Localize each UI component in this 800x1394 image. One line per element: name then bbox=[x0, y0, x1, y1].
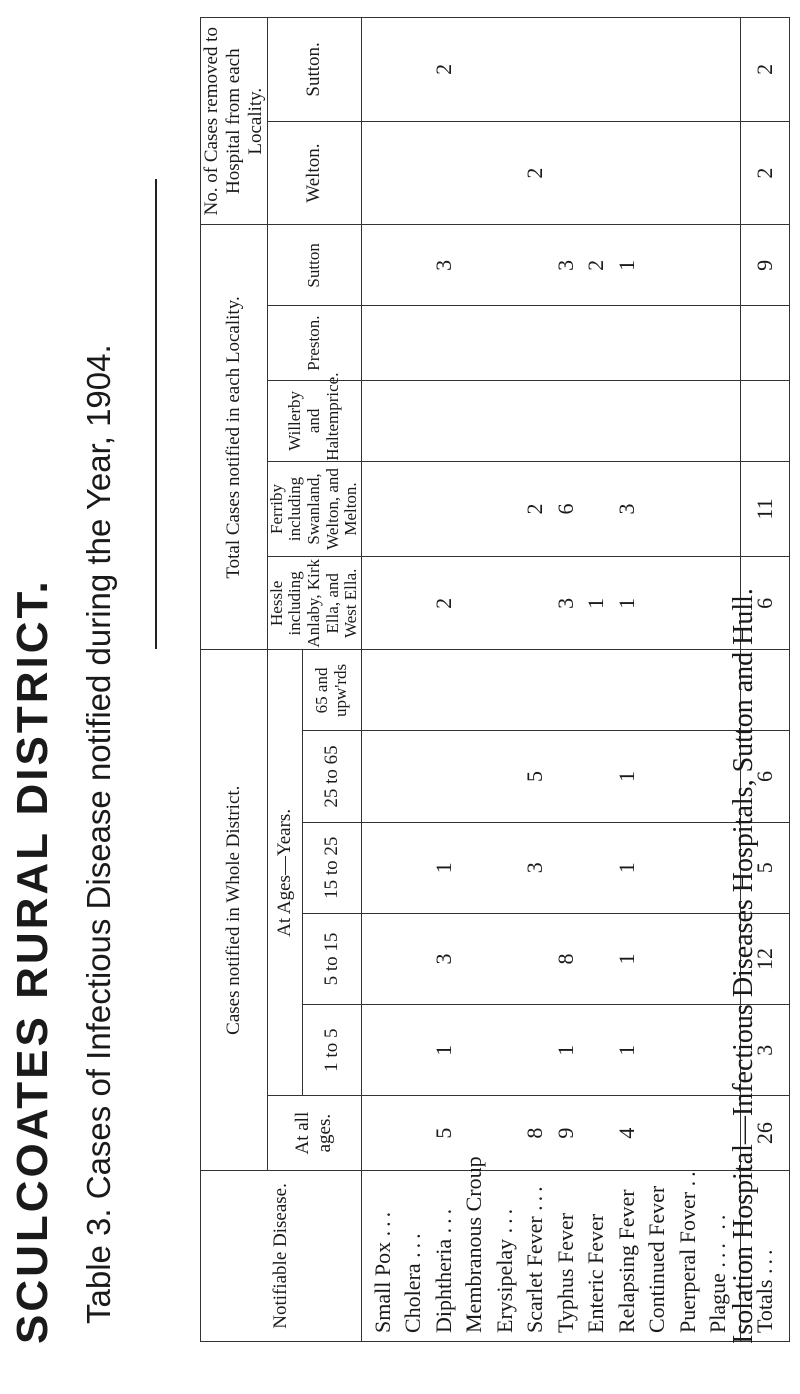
totals-label: Totals bbox=[751, 1279, 777, 1333]
cell-value bbox=[368, 650, 399, 730]
cell-value bbox=[673, 225, 704, 305]
cell-value bbox=[490, 731, 521, 821]
cell-value bbox=[612, 18, 643, 121]
cell-value bbox=[520, 1005, 551, 1095]
disease-row-label bbox=[398, 1179, 429, 1333]
cell-value bbox=[642, 225, 673, 305]
table-caption: Table 3. Cases of Infectious Disease notified during the Year, 1904. bbox=[80, 344, 117, 1324]
disease-name: Small Pox bbox=[369, 1241, 395, 1333]
cell-value bbox=[551, 731, 582, 821]
disease-dots: ... bbox=[430, 1204, 456, 1234]
disease-name: Plague bbox=[705, 1273, 731, 1333]
cell-value bbox=[673, 122, 704, 225]
col-all-ages bbox=[361, 1096, 740, 1171]
cell-value: 3 bbox=[613, 503, 639, 515]
cell-value: 5 bbox=[522, 770, 548, 782]
cell-value: 3 bbox=[522, 862, 548, 874]
cell-value: 2 bbox=[522, 503, 548, 515]
cell-value bbox=[490, 1096, 521, 1170]
cell-value: 3 bbox=[430, 259, 456, 271]
cell-value bbox=[398, 1005, 429, 1095]
cell-value bbox=[673, 823, 704, 913]
header-age-1-5: 1 to 5 bbox=[302, 1005, 361, 1096]
cell-value bbox=[398, 381, 429, 461]
cell-value bbox=[642, 1096, 673, 1170]
cell-value bbox=[429, 462, 460, 556]
disease-dots: .. bbox=[674, 1167, 700, 1187]
cell-value bbox=[673, 650, 704, 730]
cell-value bbox=[673, 18, 704, 121]
disease-table bbox=[200, 17, 790, 1342]
cell-value bbox=[490, 122, 521, 225]
cell-value bbox=[520, 557, 551, 649]
cell-value bbox=[581, 914, 612, 1004]
totals-locality-ferriby: 11 bbox=[740, 461, 789, 556]
header-locality-willerby: Willerby and Haltemprice. bbox=[267, 380, 361, 461]
heading-block bbox=[8, 54, 118, 1354]
cell-value bbox=[581, 823, 612, 913]
cell-value bbox=[398, 823, 429, 913]
cell-value bbox=[398, 462, 429, 556]
cell-value: 1 bbox=[430, 1044, 456, 1056]
header-at-ages-years: At Ages—Years. bbox=[267, 650, 302, 1096]
disease-dots: ... bbox=[522, 1182, 548, 1211]
disease-row-label bbox=[612, 1179, 643, 1333]
cell-value bbox=[642, 1005, 673, 1095]
cell-value bbox=[368, 1005, 399, 1095]
cell-value bbox=[642, 462, 673, 556]
cell-value: 2 bbox=[522, 167, 548, 179]
cell-value bbox=[673, 306, 704, 380]
cell-value bbox=[520, 650, 551, 730]
cell-value bbox=[642, 381, 673, 461]
cell-value bbox=[490, 462, 521, 556]
cell-value: 8 bbox=[522, 1127, 548, 1139]
header-age-25-65: 25 to 65 bbox=[302, 731, 361, 822]
cell-value bbox=[490, 225, 521, 305]
disease-row-label bbox=[581, 1179, 612, 1333]
col-age-5-15 bbox=[361, 913, 740, 1004]
totals-removed-sutton: 2 bbox=[740, 18, 789, 122]
cell-value: 1 bbox=[613, 862, 639, 874]
cell-value bbox=[459, 1005, 490, 1095]
disease-row-label bbox=[551, 1179, 582, 1333]
cell-value bbox=[551, 18, 582, 121]
disease-row-label bbox=[642, 1179, 673, 1333]
totals-age-5-15: 12 bbox=[740, 913, 789, 1004]
cell-value bbox=[581, 462, 612, 556]
cell-value: 1 bbox=[613, 1044, 639, 1056]
cell-value bbox=[551, 381, 582, 461]
disease-row-label bbox=[459, 1156, 490, 1333]
totals-removed-welton: 2 bbox=[740, 121, 789, 225]
cell-value bbox=[642, 557, 673, 649]
cell-value bbox=[551, 122, 582, 225]
cell-value bbox=[459, 557, 490, 649]
cell-value bbox=[520, 306, 551, 380]
cell-value bbox=[368, 557, 399, 649]
cell-value bbox=[398, 18, 429, 121]
cell-value bbox=[398, 1096, 429, 1170]
disease-row-label bbox=[368, 1179, 399, 1333]
footer-note: Isolation Hospital—Infectious Diseases Hospitals, Sutton and Hull. bbox=[728, 588, 759, 1344]
col-locality-ferriby bbox=[361, 461, 740, 556]
cell-value bbox=[673, 731, 704, 821]
header-at-all-ages: At all ages. bbox=[267, 1096, 361, 1171]
cell-value bbox=[459, 381, 490, 461]
header-whole-district: Cases notified in Whole District. bbox=[201, 650, 268, 1170]
cell-value bbox=[642, 823, 673, 913]
disease-row-label bbox=[673, 1167, 704, 1333]
cell-value bbox=[368, 914, 399, 1004]
cell-value bbox=[490, 557, 521, 649]
cell-value bbox=[673, 914, 704, 1004]
totals-locality-sutton: 9 bbox=[740, 225, 789, 306]
cell-value: 9 bbox=[552, 1127, 578, 1139]
cell-value bbox=[429, 381, 460, 461]
cell-value bbox=[673, 1005, 704, 1095]
col-age-15-25 bbox=[361, 822, 740, 913]
cell-value bbox=[642, 306, 673, 380]
disease-row-label bbox=[429, 1179, 460, 1333]
cell-value bbox=[490, 650, 521, 730]
cell-value bbox=[368, 1096, 399, 1170]
header-age-15-25: 15 to 25 bbox=[302, 822, 361, 913]
cell-value bbox=[368, 306, 399, 380]
cell-value: 4 bbox=[613, 1127, 639, 1139]
cell-value bbox=[551, 650, 582, 730]
cell-value bbox=[398, 731, 429, 821]
cell-value bbox=[459, 731, 490, 821]
cell-value bbox=[581, 731, 612, 821]
cell-value bbox=[429, 122, 460, 225]
cell-value bbox=[673, 462, 704, 556]
cell-value bbox=[490, 914, 521, 1004]
cell-value: 1 bbox=[613, 597, 639, 609]
disease-name: Cholera bbox=[400, 1263, 426, 1333]
cell-value bbox=[612, 650, 643, 730]
cell-value bbox=[429, 306, 460, 380]
cell-value bbox=[368, 18, 399, 121]
col-locality-willerby bbox=[361, 380, 740, 461]
cell-value bbox=[673, 557, 704, 649]
disease-name: Scarlet Fever bbox=[522, 1216, 548, 1333]
cell-value: 6 bbox=[552, 503, 578, 515]
cell-value bbox=[642, 914, 673, 1004]
cell-value bbox=[490, 823, 521, 913]
cell-value bbox=[581, 18, 612, 121]
cell-value bbox=[459, 306, 490, 380]
disease-name: Typhus Fever bbox=[552, 1212, 578, 1333]
cell-value bbox=[398, 557, 429, 649]
cell-value bbox=[551, 306, 582, 380]
totals-locality-hessle: 6 bbox=[740, 557, 789, 650]
cell-value bbox=[368, 823, 399, 913]
cell-value bbox=[398, 306, 429, 380]
cell-value bbox=[612, 122, 643, 225]
cell-value bbox=[520, 18, 551, 121]
cell-value bbox=[459, 914, 490, 1004]
header-removed-hospital: No. of Cases removed to Hospital from each Locality. bbox=[201, 18, 268, 225]
header-age-5-15: 5 to 15 bbox=[302, 913, 361, 1004]
col-removed-sutton bbox=[361, 18, 740, 122]
totals-dots: ... bbox=[751, 1245, 777, 1275]
disease-dots: ... bbox=[491, 1204, 517, 1234]
cell-value bbox=[551, 823, 582, 913]
cell-value bbox=[429, 731, 460, 821]
cell-value bbox=[581, 1096, 612, 1170]
cell-value bbox=[398, 225, 429, 305]
cell-value bbox=[642, 18, 673, 121]
cell-value: 3 bbox=[552, 597, 578, 609]
disease-row-label bbox=[490, 1179, 521, 1333]
header-locality-preston: Preston. bbox=[267, 306, 361, 381]
cell-value bbox=[368, 225, 399, 305]
cell-value bbox=[581, 122, 612, 225]
header-removed-sutton: Sutton. bbox=[267, 18, 361, 122]
cell-value: 8 bbox=[552, 953, 578, 965]
cell-value: 2 bbox=[430, 63, 456, 75]
divider bbox=[155, 179, 157, 649]
cell-value: 1 bbox=[613, 770, 639, 782]
cell-value bbox=[459, 122, 490, 225]
cell-value bbox=[642, 650, 673, 730]
cell-value: 1 bbox=[613, 259, 639, 271]
cell-value bbox=[368, 122, 399, 225]
cell-value bbox=[490, 1005, 521, 1095]
col-removed-welton bbox=[361, 121, 740, 225]
header-removed-welton: Welton. bbox=[267, 121, 361, 225]
disease-dots: ... .. bbox=[705, 1210, 731, 1268]
cell-value bbox=[520, 381, 551, 461]
col-locality-hessle bbox=[361, 557, 740, 650]
totals-age-15-25: 5 bbox=[740, 822, 789, 913]
cell-value: 5 bbox=[430, 1127, 456, 1139]
cell-value: 3 bbox=[430, 953, 456, 965]
cell-value bbox=[490, 381, 521, 461]
cell-value bbox=[581, 1005, 612, 1095]
cell-value bbox=[459, 650, 490, 730]
cell-value: 1 bbox=[613, 953, 639, 965]
header-locality-ferriby: Ferriby including Swanland, Welton, and Melton. bbox=[267, 461, 361, 556]
cell-value bbox=[368, 731, 399, 821]
header-locality-hessle: Hessle including Anlaby, Kirk Ella, and West Ella. bbox=[267, 557, 361, 650]
header-notifiable-disease: Notifiable Disease. bbox=[201, 1170, 362, 1341]
cell-value: 1 bbox=[552, 1044, 578, 1056]
cell-value bbox=[581, 381, 612, 461]
disease-row-label bbox=[520, 1179, 551, 1333]
cell-value bbox=[398, 122, 429, 225]
table-body-row bbox=[361, 18, 740, 1342]
disease-dots: ... bbox=[400, 1229, 426, 1258]
cell-value bbox=[581, 650, 612, 730]
cell-value bbox=[520, 225, 551, 305]
cell-value bbox=[459, 18, 490, 121]
cell-value bbox=[490, 306, 521, 380]
disease-name: Relapsing Fever bbox=[613, 1189, 639, 1333]
disease-dots: ... bbox=[369, 1207, 395, 1237]
cell-value bbox=[642, 731, 673, 821]
page-title: SCULCOATES RURAL DISTRICT. bbox=[8, 578, 57, 1344]
totals-age-1-5: 3 bbox=[740, 1005, 789, 1096]
cell-value: 3 bbox=[552, 259, 578, 271]
cell-value bbox=[459, 462, 490, 556]
col-age-65-up bbox=[361, 650, 740, 731]
col-locality-sutton bbox=[361, 225, 740, 306]
cell-value: 2 bbox=[430, 597, 456, 609]
header-total-locality: Total Cases notified in each Locality. bbox=[201, 225, 268, 650]
cell-value bbox=[368, 462, 399, 556]
col-age-1-5 bbox=[361, 1005, 740, 1096]
cell-value bbox=[612, 381, 643, 461]
cell-value bbox=[368, 381, 399, 461]
cell-value bbox=[673, 381, 704, 461]
cell-value bbox=[673, 1096, 704, 1170]
cell-value bbox=[459, 225, 490, 305]
header-age-65-up: 65 and upw'rds bbox=[302, 650, 361, 731]
disease-name: Enteric Fever bbox=[583, 1213, 609, 1333]
totals-all-ages: 26 bbox=[740, 1096, 789, 1171]
cell-value: 1 bbox=[583, 597, 609, 609]
cell-value bbox=[642, 122, 673, 225]
cell-value bbox=[520, 914, 551, 1004]
totals-age-25-65: 6 bbox=[740, 731, 789, 822]
cell-value bbox=[490, 18, 521, 121]
disease-name: Erysipelay bbox=[491, 1238, 517, 1333]
cell-value bbox=[612, 306, 643, 380]
cell-value bbox=[398, 914, 429, 1004]
col-locality-preston bbox=[361, 306, 740, 381]
cell-value bbox=[429, 650, 460, 730]
disease-name: Diphtheria bbox=[430, 1238, 456, 1333]
cell-value bbox=[398, 650, 429, 730]
disease-list bbox=[361, 1156, 740, 1341]
cell-value bbox=[581, 306, 612, 380]
cell-value: 2 bbox=[583, 259, 609, 271]
header-locality-sutton: Sutton bbox=[267, 225, 361, 306]
disease-name: Membranous Croup bbox=[461, 1156, 487, 1333]
cell-value: 1 bbox=[430, 862, 456, 874]
col-age-25-65 bbox=[361, 731, 740, 822]
cell-value bbox=[459, 823, 490, 913]
disease-name: Puerperal Fover bbox=[674, 1191, 700, 1333]
disease-name: Continued Fever bbox=[644, 1185, 670, 1333]
